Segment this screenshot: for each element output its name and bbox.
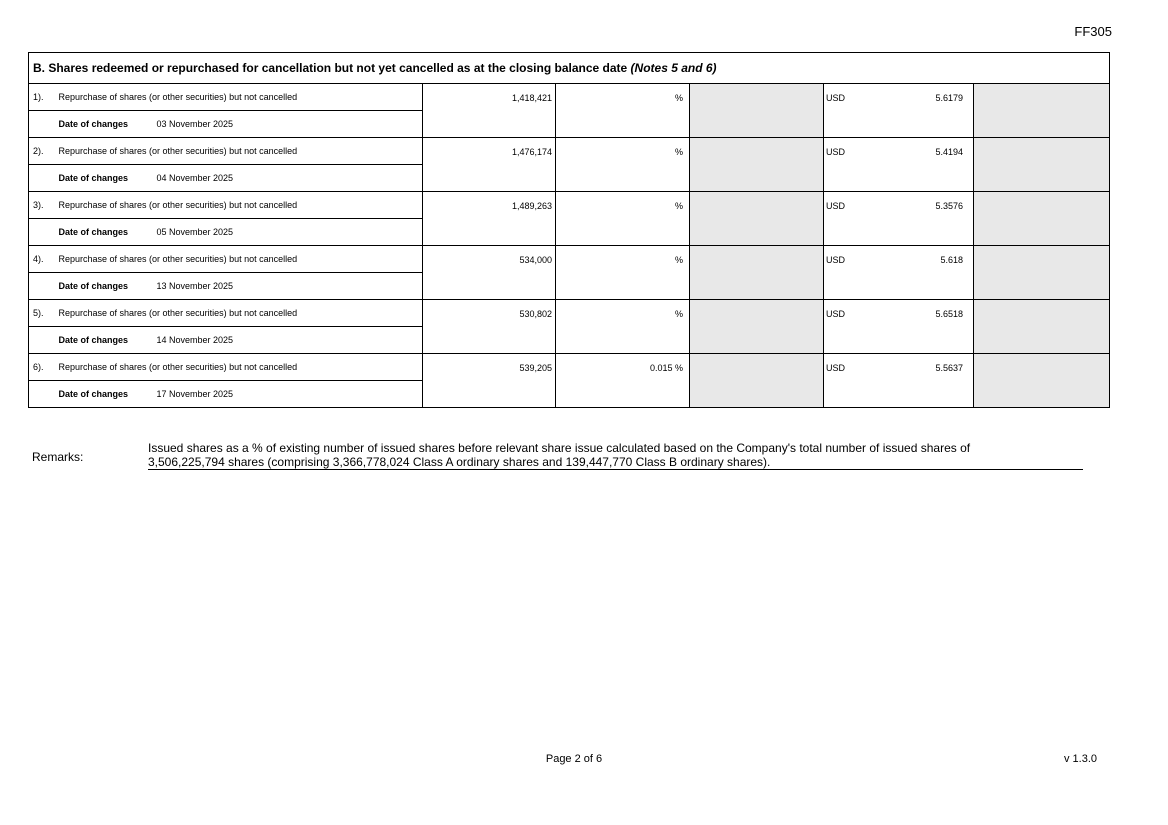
row-amount: 1,489,263 [423,192,556,246]
date-value: 14 November 2025 [156,335,234,345]
row-currency: USD [824,192,862,246]
row-number-spacer [29,273,55,300]
row-price: 5.3576 [862,192,974,246]
row-number: 1). [29,84,55,111]
row-amount: 1,476,174 [423,138,556,192]
row-amount: 1,418,421 [423,84,556,138]
row-blank-cell [974,138,1110,192]
row-number-spacer [29,381,55,408]
row-blank-cell [690,354,824,408]
row-percent: % [556,300,690,354]
table-row [29,84,1110,111]
row-currency: USD [824,138,862,192]
row-price: 5.5637 [862,354,974,408]
row-price: 5.6518 [862,300,974,354]
row-blank-cell [974,192,1110,246]
row-percent: % [556,138,690,192]
repurchase-table [28,52,1110,408]
row-date [55,219,423,246]
version-label: v 1.3.0 [1063,753,1097,765]
row-number: 4). [29,246,55,273]
row-number-spacer [29,219,55,246]
date-value: 17 November 2025 [156,389,234,399]
row-percent: % [556,84,690,138]
row-amount: 530,802 [423,300,556,354]
row-number: 6). [29,354,55,381]
row-date [55,273,423,300]
row-blank-cell [690,192,824,246]
row-description: Repurchase of shares (or other securities) but not cancelled [55,300,423,327]
row-number: 5). [29,300,55,327]
remarks-text [148,441,1083,470]
row-description: Repurchase of shares (or other securities) but not cancelled [55,84,423,111]
row-currency: USD [824,246,862,300]
table-row [29,246,1110,273]
row-blank-cell [690,138,824,192]
row-amount: 534,000 [423,246,556,300]
row-percent: 0.015 % [556,354,690,408]
row-currency: USD [824,300,862,354]
row-description: Repurchase of shares (or other securities) but not cancelled [55,192,423,219]
row-blank-cell [974,84,1110,138]
date-label: Date of changes [58,119,129,129]
date-label: Date of changes [58,173,129,183]
row-number-spacer [29,327,55,354]
table-row [29,192,1110,219]
row-price: 5.4194 [862,138,974,192]
date-label: Date of changes [58,389,129,399]
date-label: Date of changes [58,335,129,345]
page-number: Page 2 of 6 [545,753,603,765]
section-title-text: B. Shares redeemed or repurchased for cancellation but not yet cancelled as at the closing balance date [33,61,628,75]
row-amount: 539,205 [423,354,556,408]
row-date [55,327,423,354]
row-date [55,381,423,408]
date-value: 05 November 2025 [156,227,234,237]
form-code: FF305 [1074,24,1112,39]
row-number: 3). [29,192,55,219]
row-number-spacer [29,111,55,138]
row-date [55,165,423,192]
section-title [29,53,1110,84]
date-value: 03 November 2025 [156,119,234,129]
row-percent: % [556,246,690,300]
date-label: Date of changes [58,281,129,291]
row-blank-cell [974,354,1110,408]
row-blank-cell [974,246,1110,300]
remarks-line-1: Issued shares as a % of existing number of issued shares before relevant share issue calculated based on the Company's total number of issued shares of [148,441,971,455]
row-blank-cell [974,300,1110,354]
row-percent: % [556,192,690,246]
row-description: Repurchase of shares (or other securities) but not cancelled [55,246,423,273]
row-blank-cell [690,246,824,300]
row-currency: USD [824,354,862,408]
row-blank-cell [690,84,824,138]
row-date [55,111,423,138]
row-number: 2). [29,138,55,165]
date-value: 13 November 2025 [156,281,234,291]
date-value: 04 November 2025 [156,173,234,183]
remarks-line-2: 3,506,225,794 shares (comprising 3,366,778,024 Class A ordinary shares and 139,447,770 Class B ordinary shares). [148,455,771,469]
table-row [29,354,1110,381]
row-price: 5.6179 [862,84,974,138]
row-description: Repurchase of shares (or other securities) but not cancelled [55,354,423,381]
remarks-label: Remarks: [32,450,84,464]
row-blank-cell [690,300,824,354]
row-price: 5.618 [862,246,974,300]
section-notes: (Notes 5 and 6) [630,61,717,75]
date-label: Date of changes [58,227,129,237]
row-number-spacer [29,165,55,192]
table-row [29,138,1110,165]
row-description: Repurchase of shares (or other securities) but not cancelled [55,138,423,165]
row-currency: USD [824,84,862,138]
table-row [29,300,1110,327]
